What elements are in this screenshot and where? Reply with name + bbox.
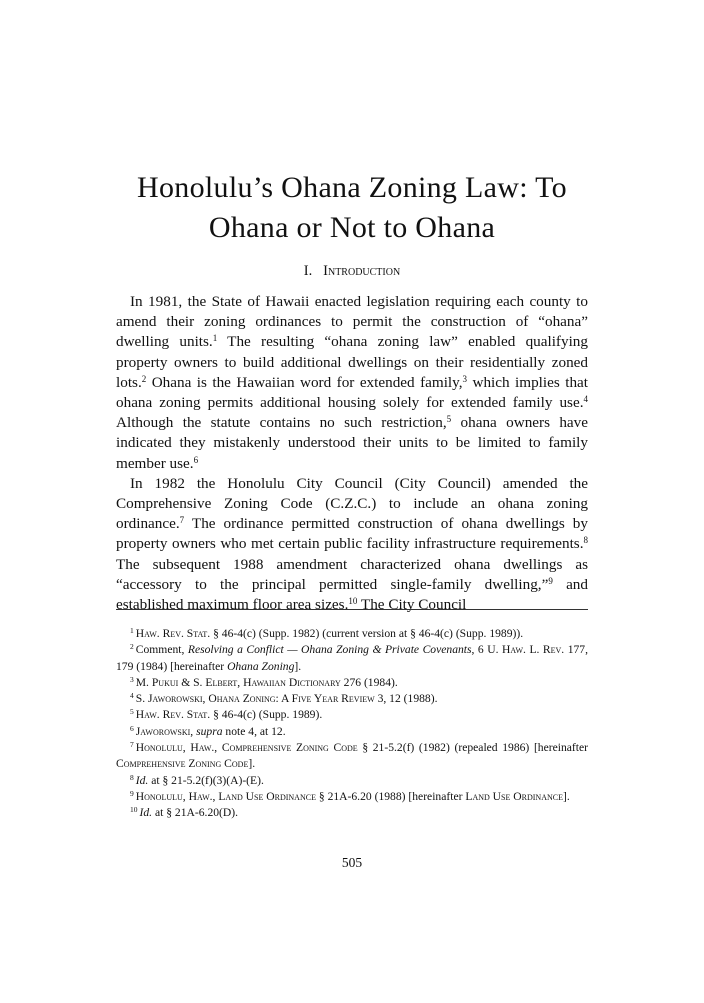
footnote-5 [116, 707, 588, 723]
footnote-number: 2 [130, 642, 134, 652]
text-run: and established maximum floor area sizes. [116, 575, 588, 614]
footnote-9 [116, 789, 588, 805]
footnote-number: 7 [130, 740, 134, 750]
footnote-reference: 5 [446, 414, 452, 425]
text-run: which implies that ohana zoning permits additional housing solely for extended family use. [116, 373, 588, 412]
article-title-line-1: Honolulu’s Ohana Zoning Law: To [137, 171, 567, 204]
footnote-reference: 1 [212, 333, 218, 344]
small-caps-text: Honolulu, Haw., Land Use Ordinance [135, 789, 316, 803]
section-heading [0, 262, 704, 280]
text-run: , 6 [471, 643, 488, 657]
body-paragraph-1 [116, 292, 588, 474]
footnote-reference: 3 [462, 373, 468, 384]
footnote-number: 1 [130, 626, 134, 635]
italic-text: supra [196, 724, 223, 738]
footnote-reference: 7 [179, 515, 185, 526]
text-run: 276 (1984). [340, 675, 398, 689]
section-number: I. [303, 263, 313, 279]
text-run: Comment, [135, 643, 188, 657]
section-title: Introduction [323, 263, 401, 279]
text-run: 177, 179 (1984) [hereinafter [116, 643, 589, 673]
text-run: ]. [248, 757, 256, 771]
footnote-1 [116, 626, 588, 642]
text-run: Ohana is the Hawaiian word for extended family, [146, 373, 463, 391]
footnote-number: 3 [130, 674, 134, 684]
text-run: ]. [562, 789, 570, 803]
text-run: § 46-4(c) (Supp. 1989). [210, 708, 323, 722]
footnote-number: 8 [130, 772, 134, 782]
text-run: In 1981, the State of Hawaii enacted legislation requiring each county to amend their zoning ordinances to permit the construction of “ohana” dwelling units. [116, 293, 588, 351]
footnote-number: 5 [130, 707, 134, 717]
footnote-7 [116, 740, 588, 773]
text-run: § 21-5.2(f) (1982) (repealed 1986) [hereinafter [357, 741, 589, 755]
text-run: ohana owners have indicated they mistakenly understood their units to be limited to family member use. [116, 414, 589, 472]
text-run: The resulting “ohana zoning law” enabled qualifying property owners to build additional dwellings on their residentially zoned lots. [116, 333, 588, 391]
small-caps-text: U. Haw. L. Rev. [487, 643, 565, 657]
text-run: The City Council [357, 596, 467, 614]
footnote-reference: 6 [193, 454, 199, 465]
text-run: at § 21A-6.20(D). [152, 806, 239, 820]
footnote-10 [116, 805, 588, 821]
text-run: In 1982 the Honolulu City Council (City Council) amended the Comprehensive Zoning Code (C.Z.C.) to include an ohana zoning ordinance. [116, 474, 588, 533]
footnotes [116, 626, 588, 822]
text-run: The ordinance permitted construction of ohana dwellings by property owners who met certain public facility infrastructure requirements. [116, 515, 588, 553]
small-caps-text: M. Pukui & S. Elbert, Hawaiian Dictionary [135, 675, 341, 689]
text-run: Although the statute contains no such restriction, [116, 414, 447, 432]
footnote-reference: 10 [348, 596, 358, 607]
footnote-2 [116, 642, 588, 675]
italic-text: Id. [139, 806, 153, 820]
text-run: The subsequent 1988 amendment characterized ohana dwellings as “accessory to the principal permitted single-family dwelling,” [116, 555, 588, 593]
footnote-8 [116, 773, 588, 789]
small-caps-text: Haw. Rev. Stat. [135, 627, 211, 640]
text-run: , [190, 724, 197, 738]
small-caps-text: S. Jaworowski, Ohana Zoning: A Five Year Review [135, 692, 375, 706]
article-title [0, 168, 704, 248]
body-text [116, 292, 588, 615]
small-caps-text: Land Use Ordinance [465, 789, 563, 803]
footnote-reference: 9 [548, 575, 553, 586]
body-paragraph-2 [116, 474, 588, 615]
text-run: note 4, at 12. [222, 724, 286, 738]
italic-text: Ohana Zoning [227, 659, 295, 673]
footnote-reference: 2 [141, 373, 147, 384]
footnote-number: 6 [130, 723, 134, 733]
italic-text: Resolving a Conflict — Ohana Zoning & Private Covenants [187, 643, 472, 657]
small-caps-text: Jaworowski [135, 724, 191, 738]
italic-text: Id. [135, 773, 149, 787]
text-run: 3, 12 (1988). [374, 692, 438, 706]
text-run: § 21A-6.20 (1988) [hereinafter [315, 789, 466, 803]
footnote-number: 9 [130, 788, 134, 798]
article-title-line-2: Ohana or Not to Ohana [208, 211, 496, 244]
footnote-reference: 4 [583, 394, 588, 405]
text-run: ]. [294, 659, 302, 673]
footnote-reference: 8 [583, 535, 588, 546]
footnote-3 [116, 675, 588, 691]
footnote-number: 10 [130, 805, 138, 815]
footnote-6 [116, 724, 588, 740]
footnote-number: 4 [130, 691, 134, 701]
small-caps-text: Honolulu, Haw., Comprehensive Zoning Code [135, 741, 358, 755]
text-run: § 46-4(c) (Supp. 1982) (current version at § 46-4(c) (Supp. 1989)). [210, 627, 524, 640]
text-run: at § 21-5.2(f)(3)(A)-(E). [148, 773, 264, 787]
small-caps-text: Comprehensive Zoning Code [116, 757, 249, 771]
page-number: 505 [341, 855, 363, 870]
small-caps-text: Haw. Rev. Stat. [135, 708, 211, 722]
footnote-4 [116, 691, 588, 707]
footnote-divider [116, 609, 588, 610]
